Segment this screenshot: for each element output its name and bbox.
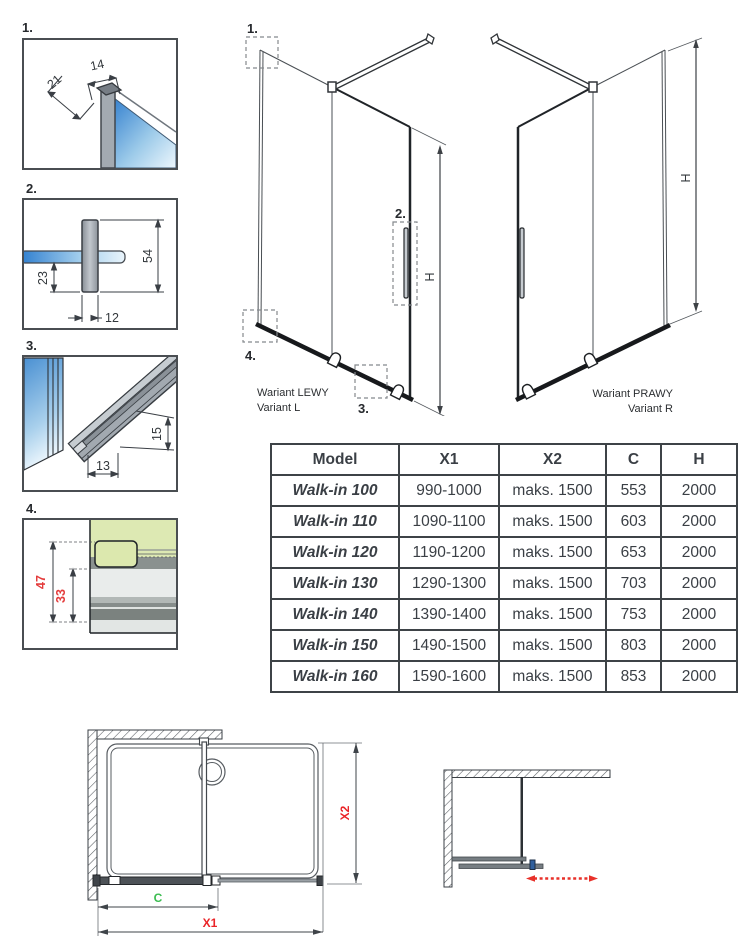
detail-2-label: 2. — [26, 181, 37, 196]
dim-33-lines — [71, 569, 76, 622]
detail-4-box — [22, 518, 178, 650]
h-cell: 2000 — [661, 630, 737, 661]
c-cell: 853 — [606, 661, 661, 692]
ceiling-brace — [491, 34, 597, 92]
detail-2-box — [22, 198, 178, 330]
side-schematic-drawing — [410, 730, 747, 930]
dim-23: 23 — [36, 271, 50, 285]
glass-panel — [114, 98, 176, 168]
detail-1-drawing — [24, 40, 176, 168]
col-header-x2: X2 — [499, 444, 606, 475]
x2-cell: maks. 1500 — [499, 630, 606, 661]
variant-right-caption-1: Wariant PRAWY — [592, 388, 673, 400]
glass-area — [259, 51, 410, 399]
dim-21: 21 — [44, 72, 65, 92]
model-cell: Walk-in 130 — [271, 568, 399, 599]
detail-3-label: 3. — [26, 338, 37, 353]
table-row — [271, 506, 737, 537]
table-row — [271, 475, 737, 506]
floor-rail — [68, 357, 176, 462]
table-header-row — [271, 444, 737, 475]
dim-15: 15 — [150, 427, 164, 441]
model-cell: Walk-in 150 — [271, 630, 399, 661]
c-cell: 653 — [606, 537, 661, 568]
x2-cell: maks. 1500 — [499, 599, 606, 630]
slide-direction-arrow — [526, 875, 598, 882]
variant-left-drawing — [232, 14, 457, 416]
table-row — [271, 599, 737, 630]
ceiling-brace — [328, 34, 434, 92]
spec-table — [270, 443, 738, 693]
model-cell: Walk-in 140 — [271, 599, 399, 630]
x2-cell: maks. 1500 — [499, 506, 606, 537]
detail-4-label: 4. — [26, 501, 37, 516]
dim-c-label: C — [153, 891, 163, 905]
fixed-panel-line — [521, 777, 524, 868]
table-row — [271, 537, 737, 568]
fixed-panel-edge — [202, 742, 207, 883]
x1-cell: 1090-1100 — [399, 506, 499, 537]
wall-profile-plan — [93, 875, 100, 886]
variant-right-caption-2: Variant R — [627, 403, 673, 415]
variant-left-caption-1: Wariant LEWY — [257, 387, 329, 399]
dim-H-right: H — [679, 173, 693, 183]
callout-2: 2. — [395, 206, 406, 221]
x1-cell: 1490-1500 — [399, 630, 499, 661]
detail-3-drawing — [24, 357, 176, 490]
detail-2-drawing — [24, 200, 176, 328]
shower-tray-outer — [107, 744, 318, 878]
dim-x1-label: X1 — [202, 916, 218, 930]
callout-1: 1. — [247, 21, 258, 36]
wall-left — [444, 770, 452, 887]
dim-47: 47 — [34, 575, 48, 589]
dim-x2-label: X2 — [338, 805, 352, 821]
col-header-h: H — [661, 444, 737, 475]
fixed-glass-bar — [452, 857, 526, 861]
col-header-x1: X1 — [399, 444, 499, 475]
h-cell: 2000 — [661, 599, 737, 630]
sliding-rail-plan — [218, 879, 323, 882]
wall-bracket — [109, 877, 120, 885]
glass-panel — [24, 251, 125, 263]
table-row — [271, 661, 737, 692]
dim-33: 33 — [54, 589, 68, 603]
handle-bar — [82, 220, 98, 292]
h-cell: 2000 — [661, 506, 737, 537]
dim-12-lines — [68, 295, 102, 322]
height-dimension — [668, 38, 702, 324]
callout-4: 4. — [245, 348, 256, 363]
model-cell: Walk-in 120 — [271, 537, 399, 568]
h-cell: 2000 — [661, 475, 737, 506]
x1-cell: 990-1000 — [399, 475, 499, 506]
dim-14: 14 — [88, 56, 106, 74]
wall-profile — [101, 90, 115, 168]
variant-left-caption-2: Variant L — [257, 402, 301, 414]
table-row — [271, 568, 737, 599]
x1-cell: 1190-1200 — [399, 537, 499, 568]
glass-panel — [24, 358, 63, 470]
x1-cell: 1590-1600 — [399, 661, 499, 692]
dim-x1 — [98, 916, 323, 935]
dim-54: 54 — [141, 249, 155, 263]
x2-cell: maks. 1500 — [499, 537, 606, 568]
model-cell: Walk-in 160 — [271, 661, 399, 692]
dim-13: 13 — [96, 459, 110, 473]
x2-cell: maks. 1500 — [499, 661, 606, 692]
dim-23-lines — [50, 263, 80, 292]
h-cell: 2000 — [661, 568, 737, 599]
plan-view-drawing — [60, 715, 380, 948]
c-cell: 753 — [606, 599, 661, 630]
x2-cell: maks. 1500 — [499, 568, 606, 599]
h-cell: 2000 — [661, 661, 737, 692]
h-cell: 2000 — [661, 537, 737, 568]
c-cell: 703 — [606, 568, 661, 599]
model-cell: Walk-in 100 — [271, 475, 399, 506]
c-cell: 553 — [606, 475, 661, 506]
roller-carriage — [203, 875, 211, 886]
leader-lines — [49, 542, 95, 622]
dim-H-left: H — [423, 272, 437, 282]
x1-cell: 1390-1400 — [399, 599, 499, 630]
model-cell: Walk-in 110 — [271, 506, 399, 537]
col-header-c: C — [606, 444, 661, 475]
table-row — [271, 630, 737, 661]
variant-right-drawing — [482, 14, 712, 416]
detail-4-drawing — [24, 520, 176, 648]
handle-bar — [520, 228, 524, 298]
rail-end-cap — [317, 876, 323, 886]
x1-cell: 1290-1300 — [399, 568, 499, 599]
handle-bar — [404, 228, 408, 298]
dim-47-lines — [51, 542, 56, 622]
dim-x2 — [338, 743, 359, 883]
detail-3-box — [22, 355, 178, 492]
dim-c — [98, 891, 218, 910]
dim-12: 12 — [105, 311, 119, 325]
wall-top — [445, 770, 610, 778]
x2-cell: maks. 1500 — [499, 475, 606, 506]
detail-1-label: 1. — [22, 20, 33, 35]
detail-1-box — [22, 38, 178, 170]
seal-profile — [95, 541, 137, 567]
c-cell: 803 — [606, 630, 661, 661]
handle-knob — [530, 860, 535, 870]
c-cell: 603 — [606, 506, 661, 537]
section-layers — [90, 520, 176, 633]
callout-3: 3. — [358, 401, 369, 416]
col-header-model: Model — [271, 444, 399, 475]
